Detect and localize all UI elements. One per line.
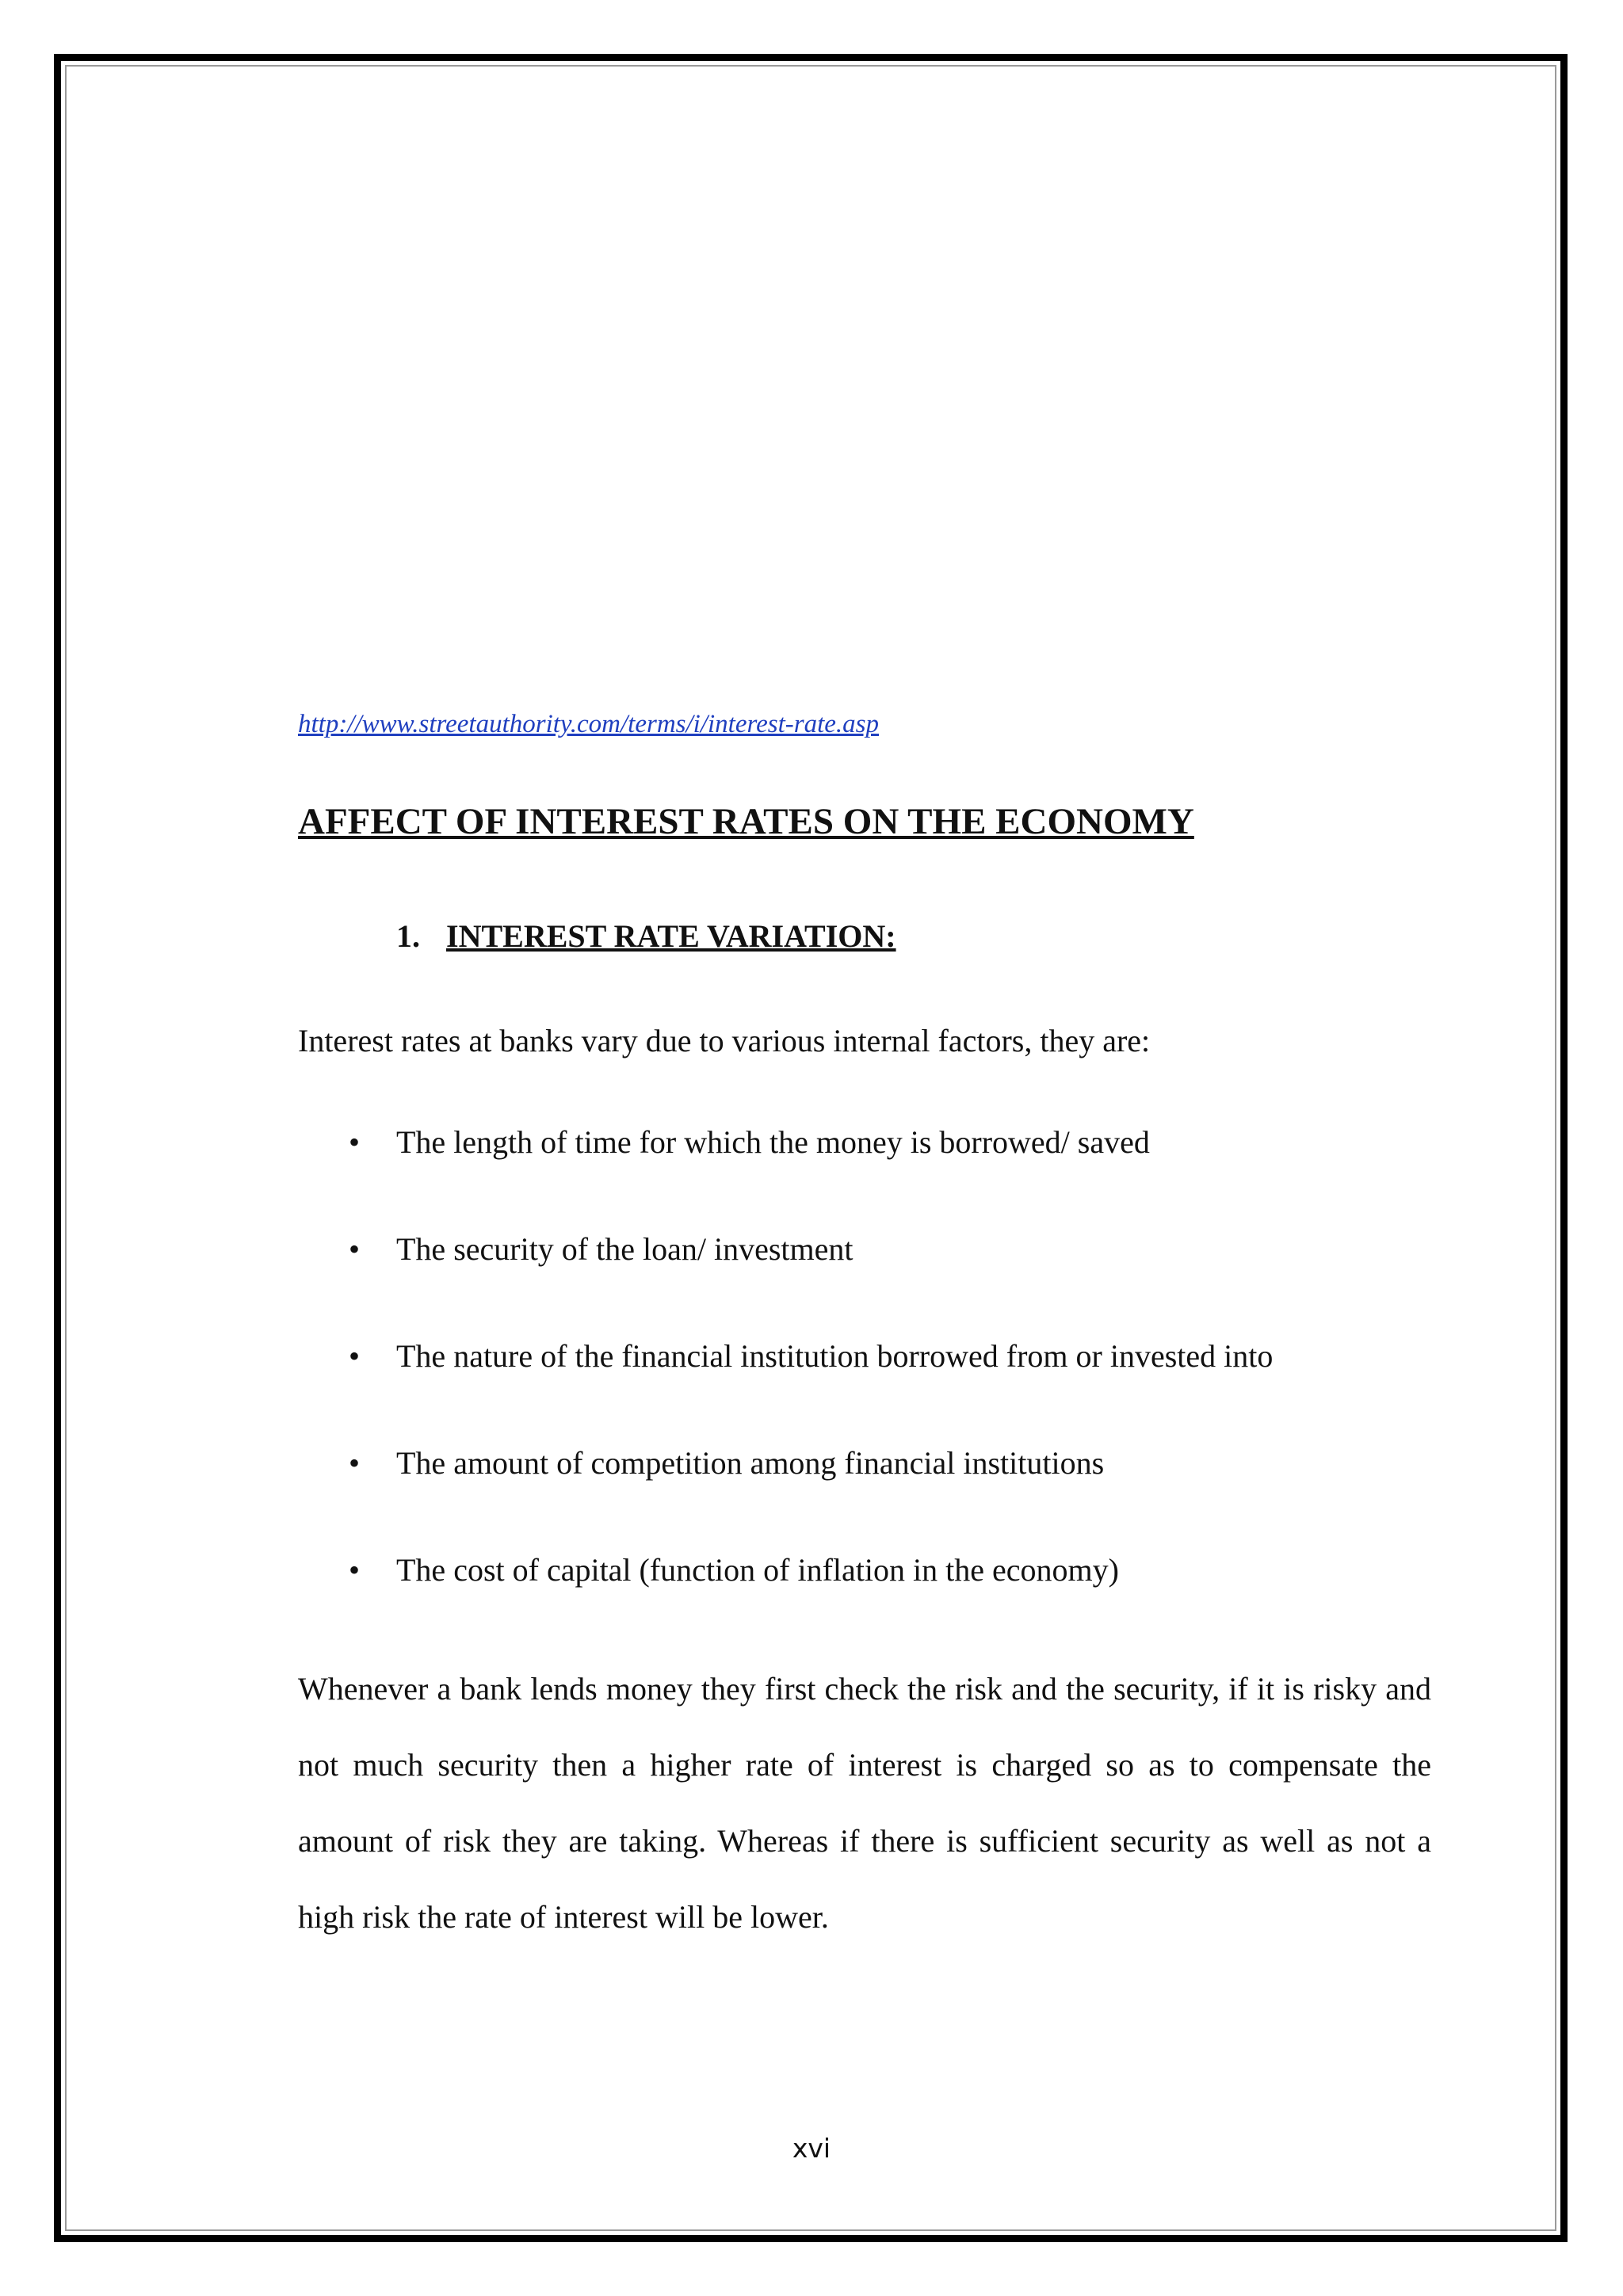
list-item-text: The nature of the financial institution borrowed from or invested into — [396, 1338, 1274, 1374]
list-item-text: The cost of capital (function of inflation in the economy) — [396, 1552, 1119, 1588]
list-item-text: The security of the loan/ investment — [396, 1231, 854, 1267]
bullet-dot-icon: • — [349, 1445, 361, 1481]
bullet-dot-icon: • — [349, 1338, 361, 1374]
sub-heading-text: INTEREST RATE VARIATION: — [446, 918, 896, 954]
section-title: AFFECT OF INTEREST RATES ON THE ECONOMY — [298, 801, 1194, 842]
list-item-text: The amount of competition among financial institutions — [396, 1445, 1105, 1481]
sub-heading-number: 1. — [396, 918, 420, 954]
page-number: xvi — [792, 2133, 831, 2164]
sub-heading — [396, 917, 896, 955]
bullet-dot-icon: • — [349, 1124, 361, 1160]
source-link[interactable]: http://www.streetauthority.com/terms/i/interest-rate.asp — [298, 710, 879, 738]
bullet-dot-icon: • — [349, 1552, 361, 1588]
bullet-dot-icon: • — [349, 1231, 361, 1267]
body-paragraph: Whenever a bank lends money they first check the risk and the security, if it is risky and not much security then a higher rate of interest is charged so as to compensate the amount of risk they are taking. Whereas if there is sufficient security as well as not a high risk the rate of interest will be lower. — [298, 1671, 1431, 1935]
intro-text: Interest rates at banks vary due to various internal factors, they are: — [298, 1023, 1151, 1058]
list-item-text: The length of time for which the money is borrowed/ saved — [396, 1124, 1150, 1160]
